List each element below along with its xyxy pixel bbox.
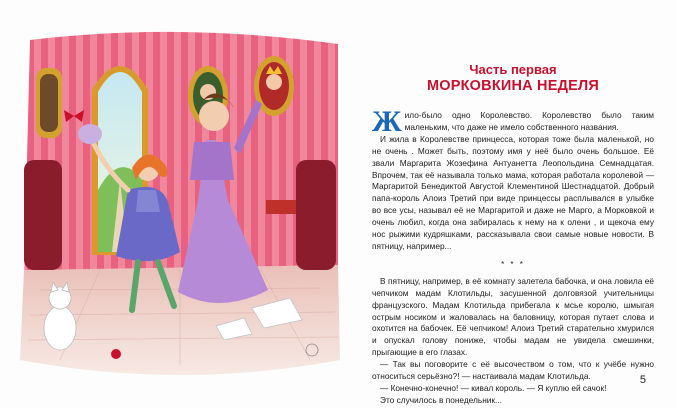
fairy-tale-illustration	[20, 30, 340, 385]
section-separator: * * *	[501, 259, 525, 269]
chapter-title: МОРКОВКИНА НЕДЕЛЯ	[426, 78, 599, 94]
page-number: 5	[639, 374, 646, 386]
paragraph-1	[372, 105, 654, 138]
paragraph-4: — Так вы поговорите с её высочеством о том, что к учёбе нужно относиться серьёзно?! — настаивала мадам Клотильда.	[372, 359, 654, 382]
paragraph-1-text: ило-было одно Королевство. Королевство было таким маленьким, что даже не имело собственного названия.	[404, 110, 654, 132]
paragraph-2: И жила в Королевстве принцесса, которая тоже была маленькой, но не очень . Может быть, поэтому имя у неё было очень большое. Её звали Маргарита Жозефина Антуанетта Леопольдина Семнадцатая. Впрочем, так её называла только мама, которая работала королевой — Маргаритой Бенедиктой Августой Клементиной Шестнадцатой. Добрый папа-король Алоиз Третий при виде принцессы расплывался в улыбке во все усы, называл её не Маргаритой и даже не Марго, а Морковкой и очень любил, когда она забиралась к нему на к олени , и щекоча ему нос рыжими кудряшками, рассказывала свои самые новые новости. В пятницу, например...	[372, 133, 654, 251]
paragraph-3: В пятницу, например, в её комнату залетела бабочка, и она ловила её чепчиком мадам Клотильды, засушенной долговязой учительницы французского. Мадам Клотильда прибегала к мсье королю, шмыгая острым носиком и жаловалась на баловницу, которая путает слова и охотится на бабочек. Её чепчиком! Алоиз Третий старательно хмурился и опускал голову пониже, чтобы мадам не увидела смешинки, прыгающие в его глазах.	[372, 275, 654, 358]
part-heading: Часть первая	[469, 62, 557, 77]
paragraph-6: Это случилось в понедельник...	[380, 394, 502, 405]
drop-cap: Ж	[372, 105, 402, 138]
story-text	[372, 105, 654, 407]
paragraph-5: — Конечно-конечно! — кивал король. — Я куплю ей сачок!	[380, 382, 607, 393]
text-column	[372, 62, 654, 407]
